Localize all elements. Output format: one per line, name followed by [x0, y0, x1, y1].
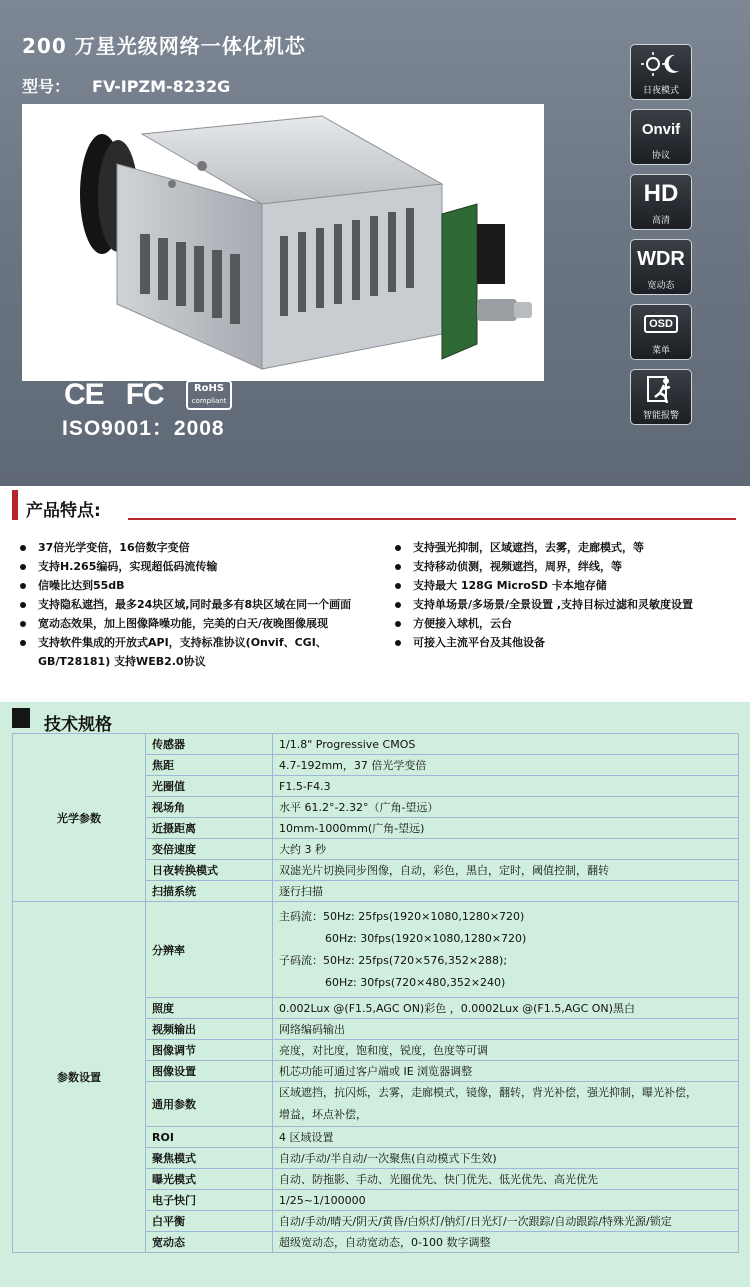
- bullet-icon: [20, 621, 26, 627]
- feature-item: 支持单场景/多场景/全景设置 ,支持目标过滤和灵敏度设置: [385, 595, 693, 614]
- wdr-icon: WDR: [637, 247, 685, 270]
- group-optical: 光学参数: [13, 734, 146, 902]
- bullet-icon: [20, 640, 26, 646]
- feature-item-continued: GB/T28181) 支持WEB2.0协议: [38, 655, 206, 668]
- badge-label: 协议: [651, 151, 670, 161]
- spec-value: 0.002Lux @(F1.5,AGC ON)彩色 ，0.0002Lux @(F1.5,AGC ON)黑白: [273, 998, 739, 1019]
- spec-key: 图像设置: [146, 1061, 273, 1082]
- certification-marks: [64, 378, 232, 412]
- badge-label: 高清: [651, 216, 670, 226]
- bullet-icon: [395, 583, 401, 589]
- spec-value: F1.5-F4.3: [273, 776, 739, 797]
- bullet-icon: [20, 602, 26, 608]
- model-label: 型号：: [22, 77, 71, 96]
- spec-value: 自动/手动/半自动/一次聚焦(自动模式下生效): [273, 1148, 739, 1169]
- table-row: [13, 902, 739, 998]
- bullet-icon: [395, 545, 401, 551]
- spec-key: 通用参数: [146, 1082, 273, 1127]
- spec-key: 白平衡: [146, 1211, 273, 1232]
- badge-label: 日夜模式: [642, 86, 679, 96]
- spec-value: 网络编码输出: [273, 1019, 739, 1040]
- spec-value: [273, 1082, 739, 1127]
- spec-key: ROI: [146, 1127, 273, 1148]
- day-night-icon: [639, 45, 683, 83]
- bullet-icon: [20, 564, 26, 570]
- badge-label: 宽动态: [647, 281, 675, 291]
- spec-value: 水平 61.2°-2.32°（广角-望远）: [273, 797, 739, 818]
- product-photo: [22, 104, 544, 381]
- spec-key: 变倍速度: [146, 839, 273, 860]
- bullet-icon: [395, 621, 401, 627]
- bullet-icon: [20, 583, 26, 589]
- spec-key: 视频输出: [146, 1019, 273, 1040]
- feature-column-left: [10, 538, 351, 671]
- general-line: 区域遮挡，抗闪烁，去雾，走廊模式，镜像，翻转，背光补偿，强光抑制，曝光补偿，: [279, 1086, 697, 1099]
- spec-value: 4 区域设置: [273, 1127, 739, 1148]
- spec-key: 日夜转换模式: [146, 860, 273, 881]
- feature-item: 支持隐私遮挡，最多24块区域,同时最多有8块区域在同一个画面: [10, 595, 351, 614]
- features-title: 产品特点:: [26, 501, 101, 521]
- alarm-icon: [646, 370, 676, 408]
- model-line: [22, 74, 230, 97]
- bullet-icon: [395, 640, 401, 646]
- feature-item: 支持强光抑制，区域遮挡，去雾，走廊模式，等: [385, 538, 693, 557]
- spec-value: 自动/手动/晴天/阴天/黄昏/白炽灯/钠灯/日光灯/一次跟踪/自动跟踪/特殊光源/锁定: [273, 1211, 739, 1232]
- rohs-mark: [186, 380, 233, 410]
- general-line: 增益，坏点补偿，: [279, 1108, 367, 1121]
- table-row: [13, 734, 739, 755]
- rohs-sub: compliant: [191, 397, 227, 405]
- badge-osd: [630, 304, 692, 360]
- resolution-line: 子码流：50Hz: 25fps(720×576,352×288);: [279, 953, 508, 967]
- section-marker: [12, 708, 30, 728]
- spec-key: 聚焦模式: [146, 1148, 273, 1169]
- spec-key: 视场角: [146, 797, 273, 818]
- spec-value: [273, 902, 739, 998]
- camera-module-image: [22, 104, 544, 381]
- ce-mark: CE: [64, 378, 104, 411]
- section-marker: [12, 490, 18, 520]
- specs-title: 技术规格: [44, 715, 112, 735]
- model-number: FV-IPZM-8232G: [92, 77, 231, 96]
- spec-key: 传感器: [146, 734, 273, 755]
- spec-value: 超级宽动态，自动宽动态，0-100 数字调整: [273, 1232, 739, 1253]
- hd-icon: HD: [643, 180, 679, 207]
- bullet-icon: [395, 602, 401, 608]
- spec-value: 亮度，对比度，饱和度，锐度，色度等可调: [273, 1040, 739, 1061]
- spec-table: [12, 733, 739, 1253]
- group-params: 参数设置: [13, 902, 146, 1253]
- feature-item: 支持H.265编码，实现超低码流传输: [10, 557, 351, 576]
- spec-value: 自动、防拖影、手动、光圈优先、快门优先、低光优先、高光优先: [273, 1169, 739, 1190]
- section-rule: [128, 518, 736, 520]
- spec-key: 焦距: [146, 755, 273, 776]
- rohs-main: RoHS: [193, 383, 225, 394]
- feature-item: 37倍光学变倍，16倍数字变倍: [10, 538, 351, 557]
- badge-alarm: [630, 369, 692, 425]
- resolution-line: 主码流：50Hz: 25fps(1920×1080,1280×720): [279, 909, 525, 923]
- osd-menu-icon: [644, 305, 678, 343]
- product-title: 200 万星光级网络一体化机芯: [22, 34, 306, 58]
- osd-glyph: OSD: [644, 315, 678, 333]
- fcc-mark: FC: [125, 378, 164, 411]
- spec-key: 图像调节: [146, 1040, 273, 1061]
- iso-certification: ISO9001：2008: [62, 417, 225, 440]
- feature-item: 支持软件集成的开放式API，支持标准协议(Onvif、CGI、 GB/T28181) 支持WEB2.0协议: [10, 633, 351, 671]
- spec-key: 近摄距离: [146, 818, 273, 839]
- features-header: [0, 486, 750, 524]
- badge-onvif: [630, 109, 692, 165]
- spec-key: 照度: [146, 998, 273, 1019]
- spec-value: 4.7-192mm，37 倍光学变倍: [273, 755, 739, 776]
- feature-item: 宽动态效果，加上图像降噪功能，完美的白天/夜晚图像展现: [10, 614, 351, 633]
- feature-item: 支持最大 128G MicroSD 卡本地存储: [385, 576, 693, 595]
- spec-key: 分辨率: [146, 902, 273, 998]
- resolution-line: 60Hz: 30fps(720×480,352×240): [325, 975, 506, 989]
- specs-header: [0, 702, 750, 734]
- bullet-icon: [20, 545, 26, 551]
- spec-value: 逐行扫描: [273, 881, 739, 902]
- spec-key: 电子快门: [146, 1190, 273, 1211]
- feature-column-right: [385, 538, 693, 652]
- feature-item: 可接入主流平台及其他设备: [385, 633, 693, 652]
- badge-hd: [630, 174, 692, 230]
- feature-badges: [630, 44, 694, 434]
- feature-item: 支持移动侦测，视频遮挡，周界，绊线，等: [385, 557, 693, 576]
- product-hero: [0, 0, 750, 486]
- spec-key: 曝光模式: [146, 1169, 273, 1190]
- spec-key: 宽动态: [146, 1232, 273, 1253]
- resolution-line: 60Hz: 30fps(1920×1080,1280×720): [325, 931, 527, 945]
- feature-item: 信噪比达到55dB: [10, 576, 351, 595]
- spec-key: 扫描系统: [146, 881, 273, 902]
- bullet-icon: [395, 564, 401, 570]
- spec-value: 大约 3 秒: [273, 839, 739, 860]
- badge-wdr: [630, 239, 692, 295]
- feature-item: 方便接入球机，云台: [385, 614, 693, 633]
- badge-label: 菜单: [651, 346, 670, 356]
- badge-label: 智能报警: [642, 411, 679, 421]
- spec-value: 1/1.8" Progressive CMOS: [273, 734, 739, 755]
- spec-value: 双滤光片切换同步图像，自动，彩色，黑白，定时，阈值控制，翻转: [273, 860, 739, 881]
- spec-key: 光圈值: [146, 776, 273, 797]
- spec-value: 机芯功能可通过客户端或 IE 浏览器调整: [273, 1061, 739, 1082]
- spec-value: 10mm-1000mm(广角-望远): [273, 818, 739, 839]
- badge-day-night: [630, 44, 692, 100]
- onvif-icon: Onvif: [641, 120, 681, 138]
- spec-value: 1/25~1/100000: [273, 1190, 739, 1211]
